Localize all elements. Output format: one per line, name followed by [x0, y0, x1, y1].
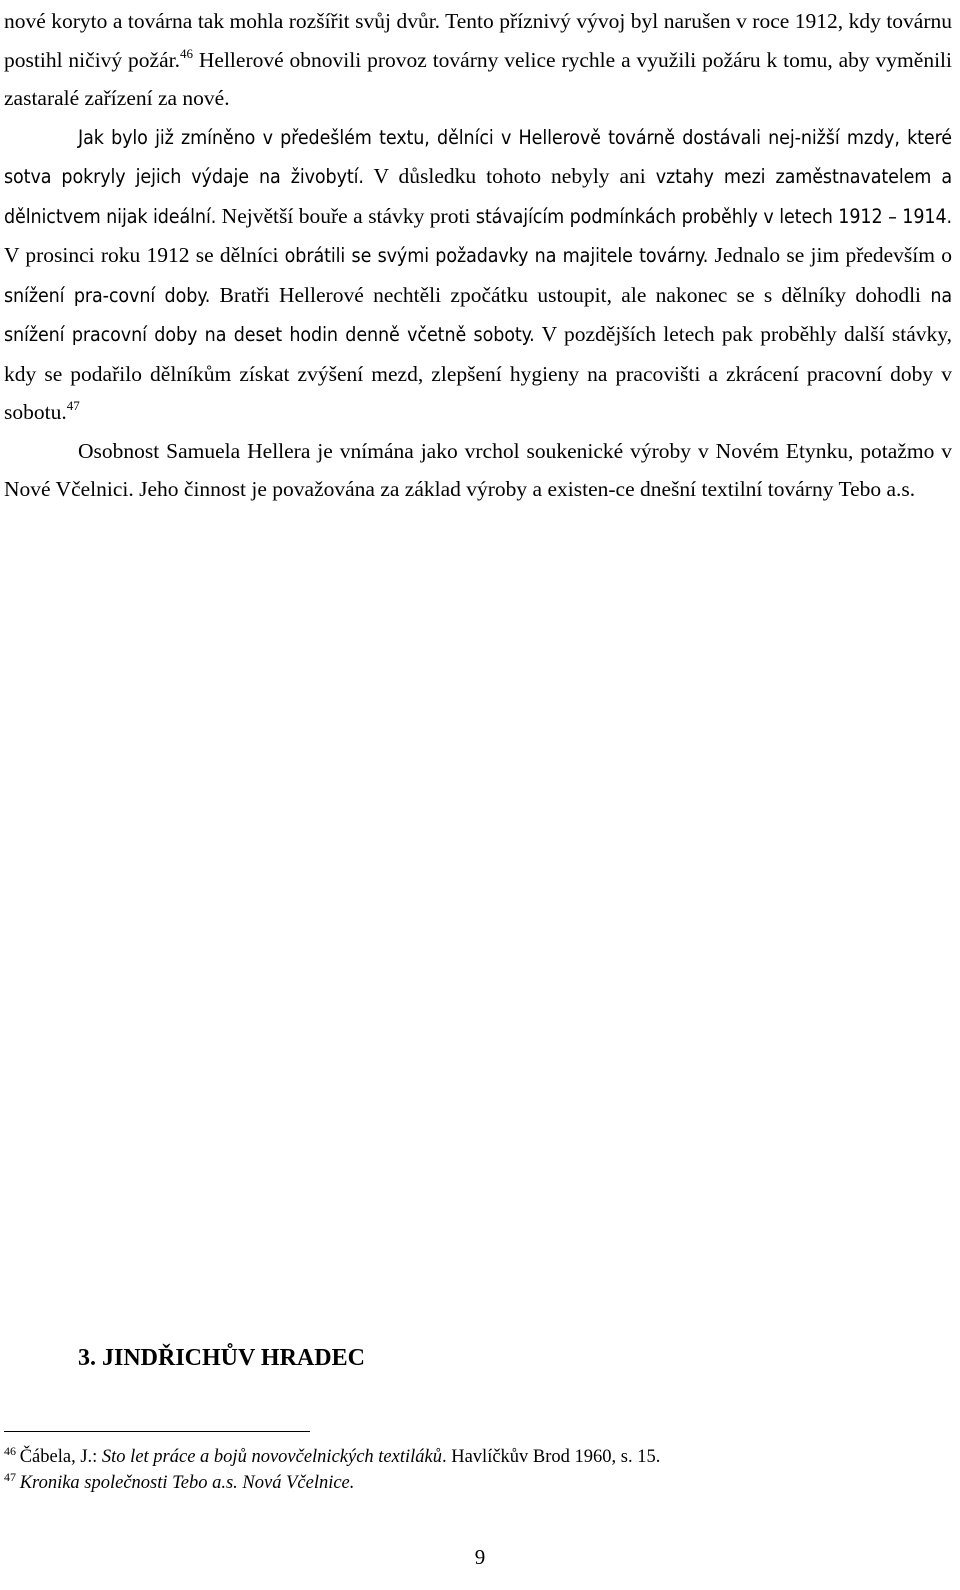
section-heading: 3. JINDŘICHŮV HRADEC	[78, 1345, 365, 1371]
footnote-publication: . Havlíčkův Brod 1960, s. 15.	[441, 1447, 661, 1467]
footnote-number: 46	[4, 1444, 16, 1458]
footnote-47	[4, 1470, 944, 1496]
paragraph-2-text-f: V prosinci roku 1912 se dělníci	[4, 243, 285, 267]
paragraph-2-text-k: na snížení pracovní doby na deset hodin denně včetně soboty.	[4, 283, 952, 346]
paragraph-1-text-a: nové koryto a továrna tak mohla rozšířit svůj dvůr. Tento příznivý vývoj byl narušen v roce 1912, kdy továrnu postihl ničivý požár.	[4, 9, 952, 72]
footnote-number: 47	[4, 1470, 16, 1484]
paragraph-3: Osobnost Samuela Hellera je vnímána jako vrchol soukenické výroby v Novém Etynku, potažmo v Nové Včelnici. Jeho činnost je považována za základ výroby a existen-ce dnešní textilní továrny Tebo a.s.	[4, 438, 952, 501]
paragraph-2	[4, 118, 952, 432]
footnote-title: Kronika společnosti Tebo a.s. Nová Včelnice.	[19, 1473, 355, 1493]
paragraph-2-text-c: vztahy mezi zaměstnavatelem a dělnictvem nijak ideální.	[4, 165, 952, 228]
footnote-46	[4, 1444, 944, 1470]
paragraph-2-text-a: Jak bylo již zmíněno v předešlém textu, dělníci v Hellerově továrně dostávali nej-nižší mzdy, které sotva pokryly jejich výdaje na živobytí.	[4, 125, 952, 188]
body-text	[4, 2, 952, 509]
paragraph-2-text-l: V pozdějších letech pak proběhly další stávky, kdy se podařilo dělníkům získat zvýšení mezd, zlepšení hygieny na pracovišti a zkrácení pracovní doby v sobotu.	[4, 322, 952, 424]
paragraph-2-text-b: V důsledku tohoto nebyly ani	[363, 164, 656, 188]
paragraph-2-text-h: Jednalo se jim především o	[708, 243, 952, 267]
paragraph-2-text-i: snížení pra-covní doby.	[4, 283, 211, 307]
paragraph-2-text-d: Největší bouře a stávky proti	[216, 203, 476, 228]
footnote-ref-47: 47	[66, 398, 80, 413]
footnote-title: Sto let práce a bojů novovčelnických textiláků	[101, 1447, 442, 1467]
paragraph-1-text-b: Hellerové obnovili provoz továrny velice rychle a využili požáru k tomu, aby vyměnili zastaralé zařízení za nové.	[4, 47, 952, 110]
paragraph-1	[4, 2, 952, 118]
paragraph-2-text-e: stávajícím podmínkách proběhly v letech 1912 – 1914.	[475, 204, 952, 228]
footnote-author: Čábela, J.:	[19, 1447, 102, 1467]
page-number: 9	[474, 1545, 486, 1569]
paragraph-2-text-g: obrátili se svými požadavky na majitele továrny.	[284, 244, 709, 267]
footnotes	[4, 1444, 944, 1496]
paragraph-2-text-j: Bratři Hellerové nechtěli zpočátku ustoupit, ale nakonec se s dělníky dohodli	[210, 282, 931, 307]
footnote-separator	[4, 1431, 310, 1432]
footnote-ref-46: 46	[180, 45, 193, 61]
